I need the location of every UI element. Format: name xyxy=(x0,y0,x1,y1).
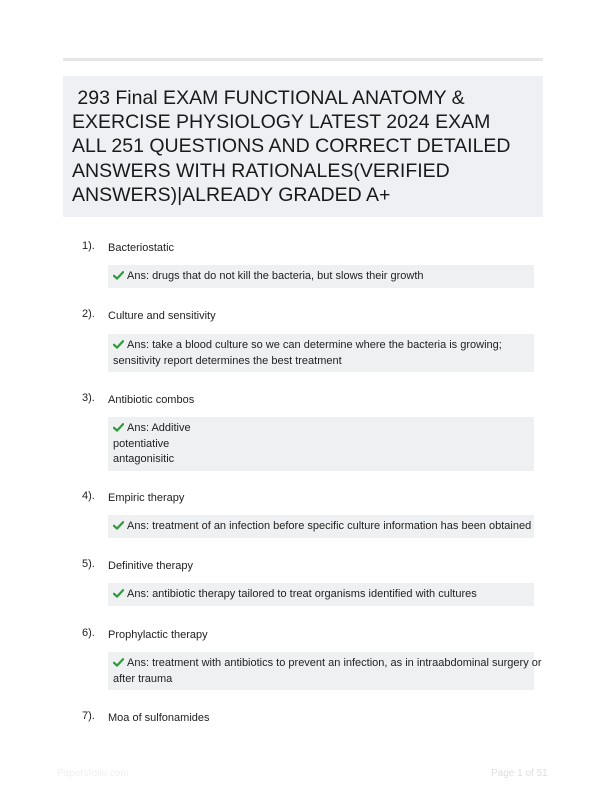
answer-line: after trauma xyxy=(113,672,173,685)
answer-line: Ans: antibiotic therapy tailored to treat organisms identified with cultures xyxy=(113,587,529,603)
answer-line: Ans: take a blood culture so we can determine where the bacteria is growing; xyxy=(113,338,529,354)
footer-watermark: Papersfolio.com xyxy=(57,768,129,779)
question-term: Bacteriostatic xyxy=(108,242,175,254)
question-number: 6). xyxy=(82,627,95,639)
question-number: 1). xyxy=(82,240,95,252)
answer-line: Ans: treatment with antibiotics to prevent an infection, as in intraabdominal surgery or xyxy=(113,656,529,672)
checkmark-icon xyxy=(113,589,124,598)
checkmark-icon xyxy=(113,271,124,280)
checkmark-icon xyxy=(113,658,124,667)
answer-box xyxy=(108,515,534,538)
question-number: 7). xyxy=(82,710,95,722)
answer-line: antagonisitic xyxy=(113,453,175,465)
question-number: 3). xyxy=(82,392,95,404)
document-title-box xyxy=(63,76,543,217)
question-number: 2). xyxy=(82,308,95,320)
document-title: 293 Final EXAM FUNCTIONAL ANATOMY & EXERCISE PHYSIOLOGY LATEST 2024 EXAM ALL 251 QUESTIONS AND CORRECT DETAILED ANSWERS WITH RATIONALES(VERIFIED ANSWERS)|ALREADY GRADED A+ xyxy=(72,87,511,206)
answer-line: Ans: drugs that do not kill the bacteria, but slows their growth xyxy=(113,269,529,285)
question-term: Culture and sensitivity xyxy=(108,310,216,322)
answer-line: Ans: treatment of an infection before specific culture information has been obtained xyxy=(113,519,529,535)
answer-line: sensitivity report determines the best treatment xyxy=(113,354,342,367)
answer-line: potentiative xyxy=(113,437,170,450)
question-term: Antibiotic combos xyxy=(108,394,195,406)
question-term: Prophylactic therapy xyxy=(108,629,208,641)
answer-box xyxy=(108,652,542,690)
question-term: Empiric therapy xyxy=(108,492,185,504)
question-term: Definitive therapy xyxy=(108,560,193,572)
answer-box xyxy=(108,417,534,471)
question-number: 5). xyxy=(82,558,95,570)
checkmark-icon xyxy=(113,521,124,530)
checkmark-icon xyxy=(113,423,124,432)
top-divider xyxy=(63,58,543,61)
answer-box xyxy=(108,265,534,288)
answer-box xyxy=(108,583,534,606)
page-indicator: Page 1 of 51 xyxy=(491,768,548,779)
question-term: Moa of sulfonamides xyxy=(108,712,210,724)
answer-box xyxy=(108,334,534,372)
checkmark-icon xyxy=(113,340,124,349)
answer-line: Ans: Additive xyxy=(113,421,529,437)
question-number: 4). xyxy=(82,490,95,502)
